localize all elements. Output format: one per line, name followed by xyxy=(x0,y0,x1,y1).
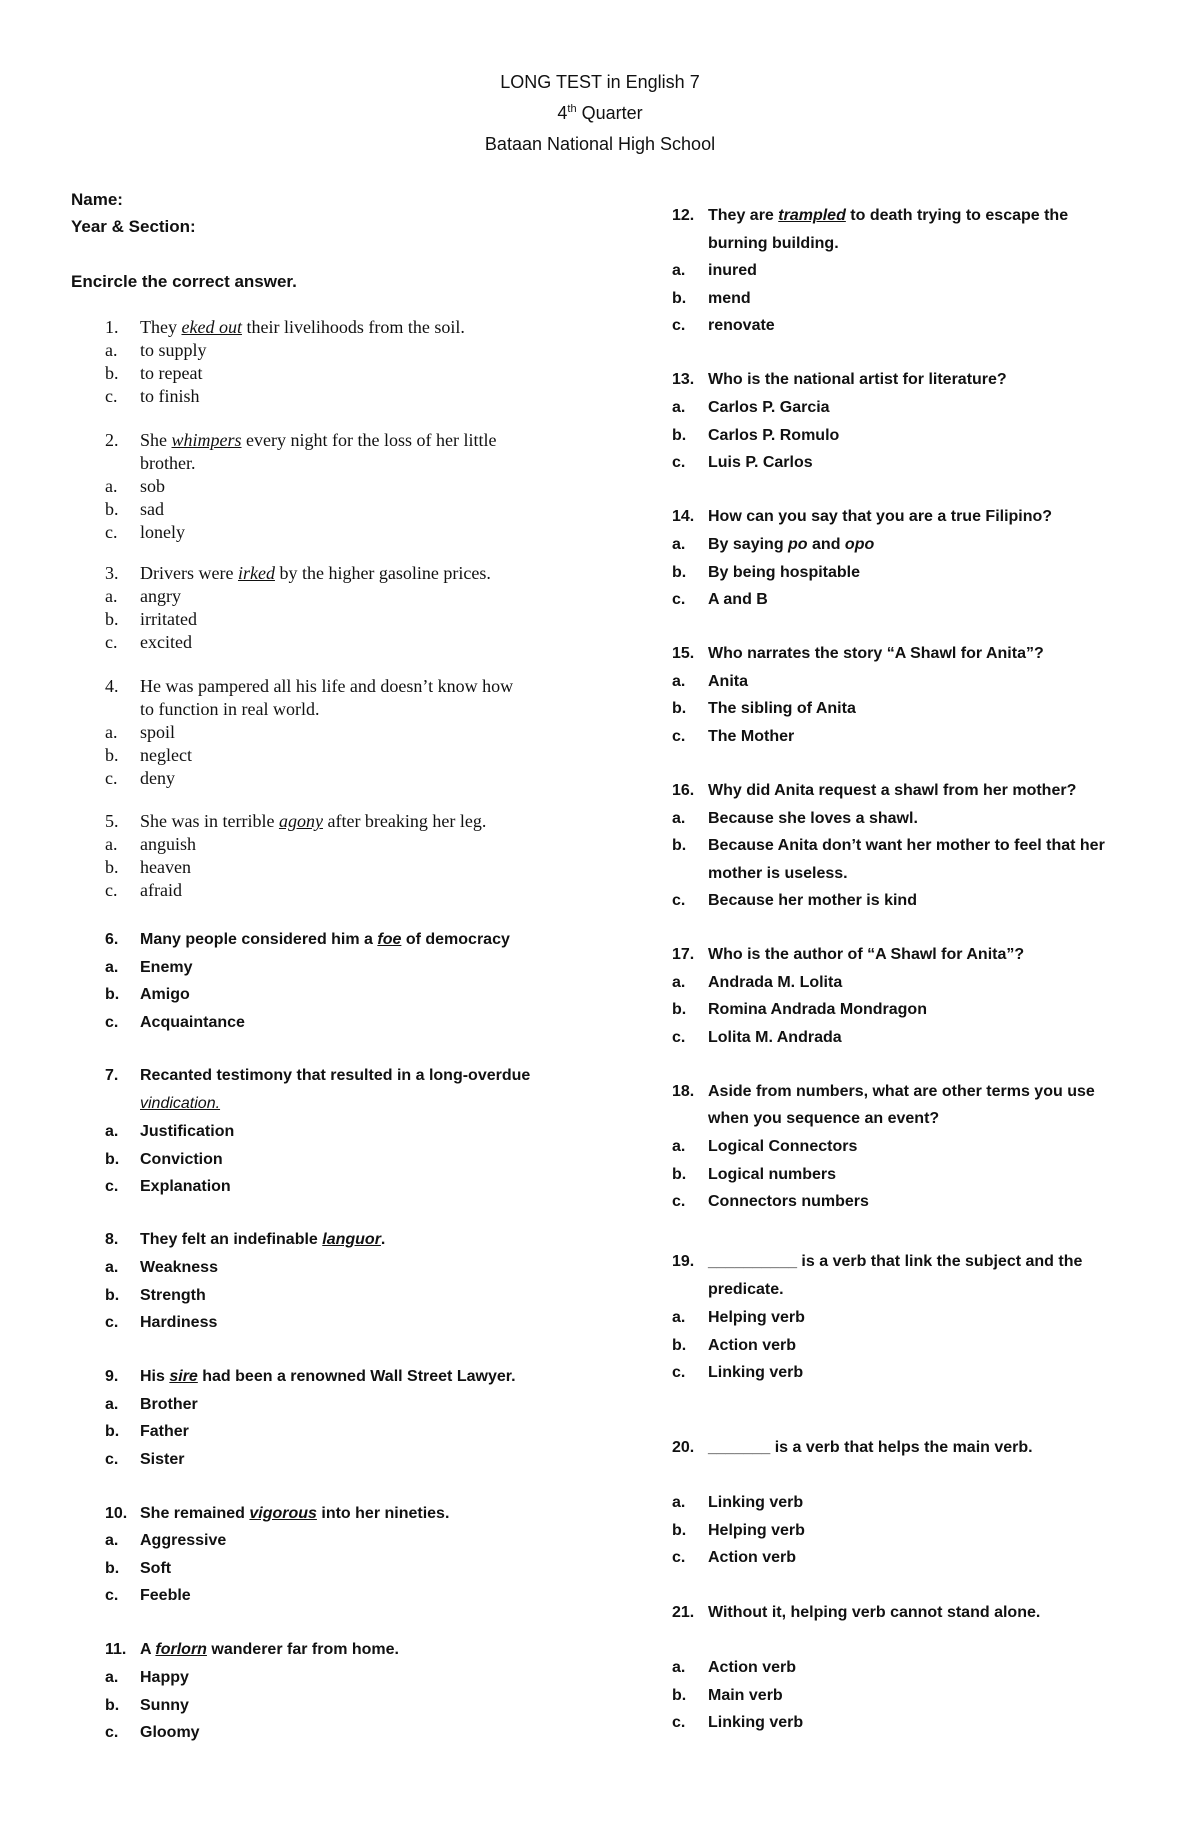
question-text-cont: vindication. xyxy=(140,1095,221,1112)
question-number: 12. xyxy=(672,207,695,224)
question-text-cont: predicate. xyxy=(708,1281,784,1298)
choice-letter: a. xyxy=(105,586,118,606)
choice-text xyxy=(708,807,918,830)
question-text-post: by the higher gasoline prices. xyxy=(274,563,491,583)
choice-continuation xyxy=(708,862,848,885)
choice-text xyxy=(140,631,192,654)
choice-text-cont: mother is useless. xyxy=(708,865,848,882)
question-text xyxy=(140,928,510,951)
choice-letter: c. xyxy=(672,454,686,471)
question-text xyxy=(708,1601,1040,1624)
question-text xyxy=(708,1080,1095,1103)
choice-letter: c. xyxy=(672,1549,686,1566)
choice-text xyxy=(708,1163,836,1186)
question-text xyxy=(140,1365,516,1388)
quarter-label xyxy=(0,103,1200,124)
choice-text xyxy=(708,588,768,611)
question-continuation xyxy=(708,232,839,255)
question-number: 4. xyxy=(105,676,119,696)
choice-text xyxy=(140,585,181,608)
choice-text-main: Acquaintance xyxy=(140,1014,245,1031)
choice-letter: c. xyxy=(672,1714,686,1731)
choice-letter: a. xyxy=(672,1309,686,1326)
question-text-pre: She was in terrible xyxy=(140,811,279,831)
choice-text xyxy=(140,721,175,744)
choice-text xyxy=(140,1694,189,1717)
choice-text-main: Linking verb xyxy=(708,1714,804,1731)
choice-text-main: spoil xyxy=(140,722,176,742)
question-text-post: after breaking her leg. xyxy=(322,811,487,831)
choice-text xyxy=(708,1026,842,1049)
choice-letter: c. xyxy=(105,522,118,542)
choice-text xyxy=(140,767,175,790)
choice-text xyxy=(708,1546,796,1569)
choice-text-main: Feeble xyxy=(140,1587,191,1604)
choice-text-main: By being hospitable xyxy=(708,564,861,581)
question-text xyxy=(708,505,1052,528)
choice-text-main: anguish xyxy=(140,834,196,854)
choice-text-main: Linking verb xyxy=(708,1364,804,1381)
choice-letter: c. xyxy=(672,1364,686,1381)
question-text-post: to death trying to escape the xyxy=(845,207,1069,224)
choice-text xyxy=(140,385,200,408)
question-number: 1. xyxy=(105,317,119,337)
choice-letter: b. xyxy=(105,363,119,383)
choice-text xyxy=(140,856,191,879)
choice-text-main: Sister xyxy=(140,1451,185,1468)
question-text-post: of democracy xyxy=(401,931,510,948)
choice-text xyxy=(140,1011,245,1034)
choice-text-main: Hardiness xyxy=(140,1314,218,1331)
choice-letter: a. xyxy=(105,1396,119,1413)
question-text-cont: brother. xyxy=(140,453,196,473)
choice-text-main: Logical Connectors xyxy=(708,1138,858,1155)
choice-text xyxy=(140,1529,226,1552)
choice-text-main: Connectors numbers xyxy=(708,1193,869,1210)
choice-letter: c. xyxy=(105,1014,119,1031)
question-text-pre: They are xyxy=(708,207,779,224)
choice-text-main: Happy xyxy=(140,1669,189,1686)
question-continuation xyxy=(140,452,196,475)
choice-letter: a. xyxy=(672,1659,686,1676)
choice-text-main: to repeat xyxy=(140,363,203,383)
choice-text-main: irritated xyxy=(140,609,197,629)
choice-text xyxy=(140,1120,234,1143)
question-text-pre: Many people considered him a xyxy=(140,931,378,948)
question-text xyxy=(140,429,496,452)
choice-text-main: lonely xyxy=(140,522,185,542)
question-text-post: . xyxy=(380,1231,386,1248)
choice-text xyxy=(708,971,842,994)
name-label: Name: xyxy=(71,190,123,209)
choice-text-main: sad xyxy=(140,499,164,519)
choice-letter: c. xyxy=(105,1587,119,1604)
choice-text-main: Romina Andrada Mondragon xyxy=(708,1001,927,1018)
question-text-post: every night for the loss of her little xyxy=(241,430,497,450)
choice-letter: c. xyxy=(672,591,686,608)
choice-text-main: Gloomy xyxy=(140,1724,200,1741)
choice-letter: a. xyxy=(105,1669,119,1686)
question-text xyxy=(140,810,486,833)
question-number: 8. xyxy=(105,1231,119,1248)
choice-letter: a. xyxy=(672,262,686,279)
question-keyword: forlorn xyxy=(155,1641,207,1658)
choice-italic-2: opo xyxy=(844,536,875,553)
choice-text xyxy=(140,879,182,902)
question-text-pre: A xyxy=(140,1641,156,1658)
choice-text xyxy=(708,1190,869,1213)
choice-letter: c. xyxy=(672,1029,686,1046)
question-keyword: agony xyxy=(278,811,323,831)
choice-text xyxy=(708,533,874,556)
question-continuation xyxy=(140,698,319,721)
choice-text-main: Brother xyxy=(140,1396,198,1413)
choice-text-main: Explanation xyxy=(140,1178,231,1195)
choice-letter: a. xyxy=(672,536,686,553)
question-text-pre: Who is the national artist for literature? xyxy=(708,371,1007,388)
choice-letter: a. xyxy=(672,673,686,690)
question-number: 14. xyxy=(672,508,695,525)
question-keyword: foe xyxy=(377,931,402,948)
choice-text xyxy=(140,1284,206,1307)
choice-text xyxy=(708,670,748,693)
choice-text-main: Logical numbers xyxy=(708,1166,837,1183)
choice-letter: a. xyxy=(105,340,118,360)
quarter-word: Quarter xyxy=(581,103,643,123)
choice-letter: a. xyxy=(672,1494,686,1511)
choice-text-main: Enemy xyxy=(140,959,193,976)
choice-text-main: Sunny xyxy=(140,1697,189,1714)
choice-text xyxy=(140,1256,218,1279)
choice-text-main: Helping verb xyxy=(708,1522,805,1539)
question-text xyxy=(140,1228,385,1251)
choice-text xyxy=(140,1448,184,1471)
choice-text-main: mend xyxy=(708,290,751,307)
choice-text xyxy=(708,396,830,419)
choice-text xyxy=(708,1334,796,1357)
choice-text xyxy=(140,475,165,498)
choice-text-main: Because she loves a shawl. xyxy=(708,810,918,827)
choice-text xyxy=(708,725,794,748)
choice-text-main: Helping verb xyxy=(708,1309,805,1326)
choice-text-main: to finish xyxy=(140,386,200,406)
choice-text-main: Linking verb xyxy=(708,1494,804,1511)
question-continuation xyxy=(708,1278,784,1301)
choice-letter: b. xyxy=(672,1001,687,1018)
question-number: 17. xyxy=(672,946,695,963)
choice-text-main: Andrada M. Lolita xyxy=(708,974,843,991)
choice-text xyxy=(140,1666,189,1689)
choice-text-main: sob xyxy=(140,476,166,496)
question-number: 20. xyxy=(672,1439,695,1456)
choice-text-main: deny xyxy=(140,768,175,788)
question-text xyxy=(708,943,1024,966)
choice-italic-1: po xyxy=(788,536,808,553)
choice-text xyxy=(140,1584,191,1607)
choice-letter: a. xyxy=(672,1138,686,1155)
choice-letter: a. xyxy=(672,810,686,827)
choice-letter: c. xyxy=(105,1178,119,1195)
choice-text xyxy=(140,833,196,856)
question-text-pre: They xyxy=(140,317,182,337)
question-text xyxy=(708,1250,1082,1273)
choice-text-main: Amigo xyxy=(140,986,190,1003)
choice-text-main: Carlos P. Garcia xyxy=(708,399,830,416)
choice-letter: b. xyxy=(672,700,687,717)
question-text-pre: She xyxy=(140,430,172,450)
question-text-pre: How can you say that you are a true Filipino? xyxy=(708,508,1053,525)
question-text-pre: Without it, helping verb cannot stand alone. xyxy=(708,1604,1041,1621)
test-title: LONG TEST in English 7 xyxy=(500,72,700,92)
choice-text-main: Lolita M. Andrada xyxy=(708,1029,842,1046)
choice-letter: a. xyxy=(105,834,118,854)
choice-letter: b. xyxy=(105,857,119,877)
choice-text-main: Strength xyxy=(140,1287,206,1304)
question-text-post: their livelihoods from the soil. xyxy=(241,317,465,337)
question-text-post: wanderer far from home. xyxy=(206,1641,399,1658)
question-text xyxy=(708,204,1068,227)
choice-text-main: renovate xyxy=(708,317,775,334)
question-number: 13. xyxy=(672,371,695,388)
choice-letter: c. xyxy=(672,728,686,745)
choice-text xyxy=(708,1361,803,1384)
question-text-pre: They felt an indefinable xyxy=(140,1231,323,1248)
choice-text-main: Justification xyxy=(140,1123,235,1140)
choice-text xyxy=(708,259,757,282)
question-number: 5. xyxy=(105,811,119,831)
choice-letter: b. xyxy=(672,837,687,854)
choice-text-main: heaven xyxy=(140,857,191,877)
choice-text-main: Father xyxy=(140,1423,189,1440)
question-keyword: whimpers xyxy=(171,430,242,450)
choice-text-main: Carlos P. Romulo xyxy=(708,427,840,444)
question-number: 7. xyxy=(105,1067,119,1084)
question-text xyxy=(708,1436,1033,1459)
question-text-pre: Aside from numbers, what are other terms you use xyxy=(708,1083,1095,1100)
question-text xyxy=(140,1638,399,1661)
question-text-pre: Recanted testimony that resulted in a long-overdue xyxy=(140,1067,531,1084)
question-keyword: eked out xyxy=(181,317,242,337)
choice-letter: c. xyxy=(105,880,118,900)
choice-letter: a. xyxy=(105,1532,119,1549)
question-text xyxy=(140,562,491,585)
choice-text xyxy=(140,1420,189,1443)
choice-text-main: afraid xyxy=(140,880,182,900)
choice-text xyxy=(708,697,856,720)
choice-text-main: Action verb xyxy=(708,1337,797,1354)
choice-letter: a. xyxy=(105,722,118,742)
choice-letter: b. xyxy=(105,745,119,765)
question-text xyxy=(140,1064,530,1087)
choice-letter: a. xyxy=(105,959,119,976)
choice-letter: c. xyxy=(672,1193,686,1210)
choice-text xyxy=(708,451,813,474)
question-number: 3. xyxy=(105,563,119,583)
choice-text-main: inured xyxy=(708,262,757,279)
choice-text xyxy=(140,1721,200,1744)
choice-text xyxy=(708,1711,803,1734)
choice-letter: a. xyxy=(105,1123,119,1140)
choice-letter: a. xyxy=(105,1259,119,1276)
question-continuation xyxy=(140,1092,220,1115)
choice-letter: c. xyxy=(105,768,118,788)
question-keyword: trampled xyxy=(778,207,846,224)
choice-text xyxy=(708,1135,857,1158)
quarter-superscript: th xyxy=(567,103,577,115)
question-text-pre: _______ is a verb that helps the main verb. xyxy=(708,1439,1033,1456)
choice-text-main: Conviction xyxy=(140,1151,223,1168)
choice-letter: b. xyxy=(105,609,119,629)
choice-letter: c. xyxy=(105,386,118,406)
choice-text xyxy=(708,834,1105,857)
choice-letter: b. xyxy=(672,564,687,581)
question-text-post: into her nineties. xyxy=(316,1505,450,1522)
choice-letter: b. xyxy=(672,1337,687,1354)
section-label: Year & Section: xyxy=(71,217,196,236)
question-text xyxy=(140,675,513,698)
question-text-post: had been a renowned Wall Street Lawyer. xyxy=(197,1368,516,1385)
school-name: Bataan National High School xyxy=(484,134,716,154)
choice-letter: c. xyxy=(672,317,686,334)
choice-letter: b. xyxy=(105,499,119,519)
question-text-pre: He was pampered all his life and doesn’t know how xyxy=(140,676,514,696)
choice-text xyxy=(140,1557,171,1580)
question-number: 16. xyxy=(672,782,695,799)
choice-text-main: Because her mother is kind xyxy=(708,892,917,909)
choice-text-main: Action verb xyxy=(708,1659,797,1676)
choice-letter: a. xyxy=(672,974,686,991)
choice-letter: b. xyxy=(105,1697,120,1714)
choice-text xyxy=(140,1393,198,1416)
choice-text-main: Action verb xyxy=(708,1549,797,1566)
choice-letter: b. xyxy=(672,1522,687,1539)
choice-letter: b. xyxy=(105,1287,120,1304)
choice-text xyxy=(140,744,192,767)
question-keyword: vigorous xyxy=(249,1505,317,1522)
question-keyword: sire xyxy=(169,1368,198,1385)
choice-text-main: The Mother xyxy=(708,728,795,745)
choice-text xyxy=(708,1491,803,1514)
question-text-cont: burning building. xyxy=(708,235,839,252)
choice-text xyxy=(140,339,207,362)
choice-text-main: angry xyxy=(140,586,181,606)
choice-text xyxy=(140,498,164,521)
question-number: 2. xyxy=(105,430,119,450)
choice-letter: b. xyxy=(105,1560,120,1577)
choice-letter: c. xyxy=(672,892,686,909)
choice-text xyxy=(708,1306,805,1329)
choice-letter: c. xyxy=(105,1314,119,1331)
question-text-cont: when you sequence an event? xyxy=(708,1110,940,1127)
question-continuation xyxy=(708,1107,939,1130)
question-text-pre: His xyxy=(140,1368,170,1385)
choice-text xyxy=(708,889,917,912)
choice-letter: b. xyxy=(672,1687,687,1704)
choice-text-main: Main verb xyxy=(708,1687,783,1704)
choice-text-mid: and xyxy=(807,536,845,553)
choice-text-main: By saying xyxy=(708,536,789,553)
choice-text xyxy=(140,983,190,1006)
question-number: 18. xyxy=(672,1083,695,1100)
choice-text xyxy=(140,521,185,544)
question-text-cont: to function in real world. xyxy=(140,699,320,719)
question-number: 6. xyxy=(105,931,119,948)
choice-text-main: neglect xyxy=(140,745,192,765)
choice-text xyxy=(708,998,927,1021)
choice-letter: c. xyxy=(105,1724,119,1741)
choice-text-main: Anita xyxy=(708,673,748,690)
choice-text-main: Weakness xyxy=(140,1259,218,1276)
choice-text xyxy=(708,1684,783,1707)
choice-text xyxy=(708,561,860,584)
choice-letter: a. xyxy=(105,476,118,496)
question-text-pre: __________ is a verb that link the subject and the xyxy=(708,1253,1083,1270)
instruction: Encircle the correct answer. xyxy=(71,272,297,291)
choice-text-main: Because Anita don’t want her mother to feel that her xyxy=(708,837,1105,854)
choice-letter: a. xyxy=(672,399,686,416)
choice-letter: c. xyxy=(105,1451,119,1468)
choice-letter: b. xyxy=(672,290,687,307)
choice-text-main: Luis P. Carlos xyxy=(708,454,813,471)
question-text xyxy=(708,642,1044,665)
choice-text-main: Aggressive xyxy=(140,1532,227,1549)
choice-text-main: to supply xyxy=(140,340,207,360)
question-text-pre: Drivers were xyxy=(140,563,238,583)
question-keyword: irked xyxy=(237,563,275,583)
question-text-pre: She remained xyxy=(140,1505,250,1522)
question-number: 10. xyxy=(105,1505,128,1522)
choice-text xyxy=(708,424,839,447)
choice-letter: b. xyxy=(672,1166,687,1183)
question-number: 15. xyxy=(672,645,695,662)
choice-text xyxy=(140,1175,231,1198)
choice-text xyxy=(708,314,775,337)
choice-letter: b. xyxy=(105,986,120,1003)
question-text-pre: Why did Anita request a shawl from her mother? xyxy=(708,782,1077,799)
question-text-pre: Who narrates the story “A Shawl for Anita”? xyxy=(708,645,1044,662)
choice-text-main: The sibling of Anita xyxy=(708,700,856,717)
choice-text-main: A and B xyxy=(708,591,768,608)
choice-text-main: excited xyxy=(140,632,192,652)
choice-text xyxy=(140,1148,223,1171)
question-text xyxy=(140,316,465,339)
question-number: 19. xyxy=(672,1253,695,1270)
choice-letter: b. xyxy=(105,1151,120,1168)
choice-text xyxy=(140,1311,217,1334)
question-text xyxy=(140,1502,449,1525)
question-number: 11. xyxy=(105,1641,127,1658)
choice-text xyxy=(708,287,751,310)
choice-letter: b. xyxy=(105,1423,120,1440)
question-number: 21. xyxy=(672,1604,695,1621)
choice-text xyxy=(140,608,197,631)
choice-text-main: Soft xyxy=(140,1560,172,1577)
question-text-pre: Who is the author of “A Shawl for Anita”? xyxy=(708,946,1025,963)
choice-letter: c. xyxy=(105,632,118,652)
choice-text xyxy=(708,1656,796,1679)
choice-text xyxy=(140,362,202,385)
choice-text xyxy=(140,956,192,979)
question-text xyxy=(708,368,1007,391)
choice-text xyxy=(708,1519,805,1542)
choice-letter: b. xyxy=(672,427,687,444)
question-number: 9. xyxy=(105,1368,119,1385)
quarter-number: 4 xyxy=(557,103,568,123)
question-keyword: languor xyxy=(322,1231,381,1248)
question-text xyxy=(708,779,1076,802)
